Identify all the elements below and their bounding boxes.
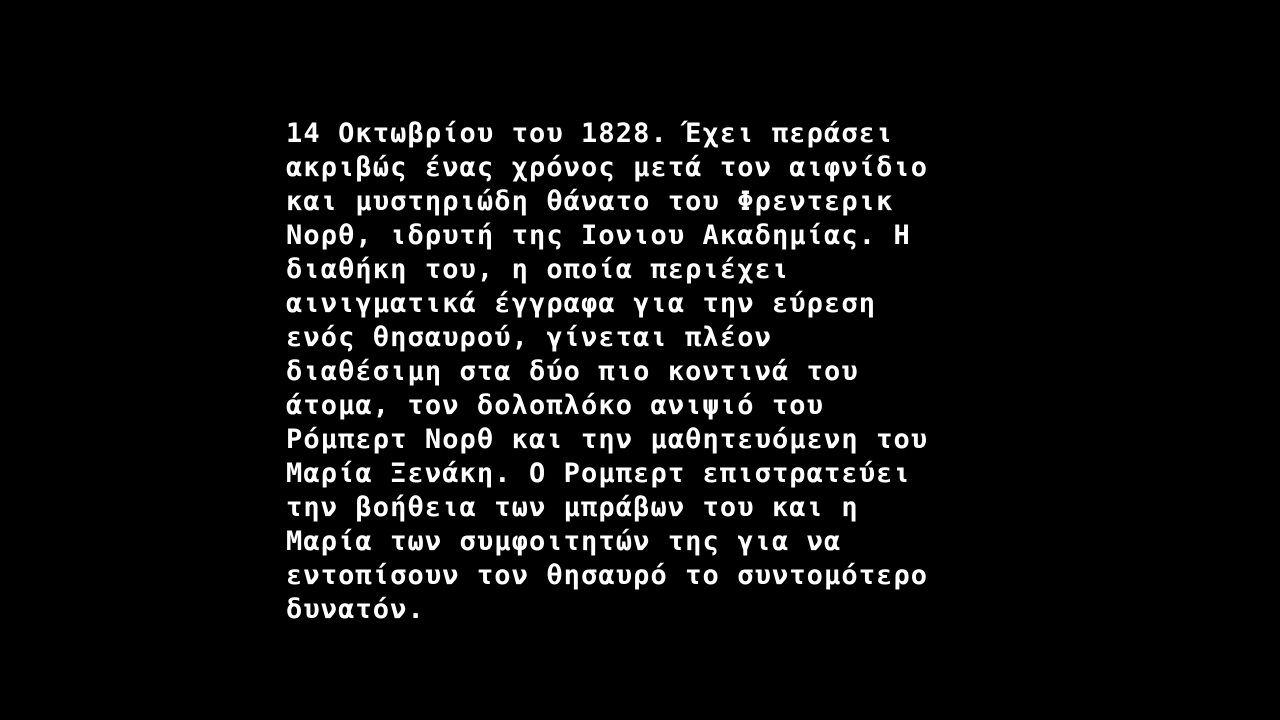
intro-line: ενός θησαυρού, γίνεται πλέον [286, 322, 772, 353]
intro-line: Μαρία Ξενάκη. Ο Ρομπερτ επιστρατεύει [286, 458, 911, 489]
intro-story-text [286, 117, 1006, 627]
intro-line: και μυστηριώδη θάνατο του Φρεντερικ [286, 186, 894, 217]
intro-line: Μαρία των συμφοιτητών της για να [286, 526, 842, 557]
intro-line: Ρόμπερτ Νορθ και την μαθητευόμενη του [286, 424, 929, 455]
intro-line: ακριβώς ένας χρόνος μετά τον αιφνίδιο [286, 152, 929, 183]
intro-line: δυνατόν. [286, 594, 425, 625]
intro-line: την βοήθεια των μπράβων του και η [286, 492, 859, 523]
intro-line: διαθήκη του, η οποία περιέχει [286, 254, 790, 285]
intro-line: αινιγματικά έγγραφα για την εύρεση [286, 288, 877, 319]
intro-line: διαθέσιμη στα δύο πιο κοντινά του [286, 356, 859, 387]
intro-line: Νορθ, ιδρυτή της Ιονιου Ακαδημίας. Η [286, 220, 911, 251]
intro-line: εντοπίσουν τον θησαυρό το συντομότερο [286, 560, 929, 591]
intro-line: 14 Οκτωβρίου του 1828. Έχει περάσει [286, 118, 894, 149]
intro-line: άτομα, τον δολοπλόκο ανιψιό του [286, 390, 825, 421]
